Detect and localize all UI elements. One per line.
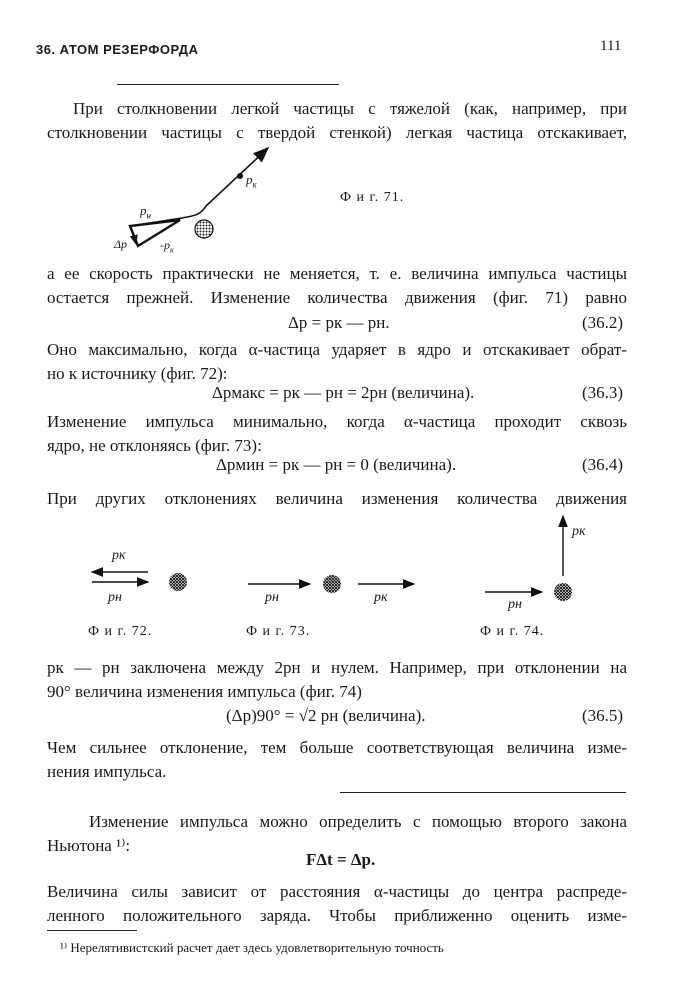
equation-36-2: Δp = pк — pн. bbox=[288, 313, 390, 332]
figures-72-74 bbox=[60, 510, 660, 630]
nucleus-icon bbox=[554, 583, 572, 601]
equation-number: (36.5) bbox=[582, 706, 624, 725]
text-line: столкновении частицы с твердой стенкой) легкая частица отскакивает, bbox=[47, 122, 627, 142]
particle-dot bbox=[237, 173, 243, 179]
figure-71-diagram bbox=[100, 140, 300, 260]
text-line: нения импульса. bbox=[47, 761, 167, 781]
paragraph-4 bbox=[47, 410, 627, 457]
text-line: остается прежней. Изменение количества движения (фиг. 71) равно bbox=[47, 287, 627, 307]
paragraph-2 bbox=[47, 262, 627, 309]
text-line: Величина силы зависит от расстояния α-частицы до центра распреде- bbox=[47, 882, 627, 901]
footnote: ¹⁾ Нерелятивистский расчет дает здесь удовлетворительную точность bbox=[60, 940, 444, 955]
text-line: Изменение импульса минимально, когда α-частица проходит сквозь bbox=[47, 412, 627, 431]
section-rule bbox=[340, 792, 626, 793]
equation-36-3: Δpмакс = pк — pн = 2pн (величина). bbox=[212, 383, 475, 402]
text-line: Чем сильнее отклонение, тем больше соответствующая величина изме- bbox=[47, 738, 627, 757]
nucleus-icon bbox=[169, 573, 187, 591]
equation-newton: FΔt = Δp. bbox=[306, 850, 376, 869]
equation-36-5: (Δp)90° = √2 pн (величина). bbox=[226, 706, 426, 725]
equation-number: (36.4) bbox=[582, 455, 624, 474]
equation-number: (36.2) bbox=[582, 313, 624, 332]
paragraph-1 bbox=[47, 97, 627, 144]
page-number: 111 bbox=[600, 38, 622, 54]
text-line: При столкновении легкой частицы с тяжелой (как, например, при bbox=[73, 99, 627, 118]
text-line: Ньютона ¹⁾: bbox=[47, 835, 131, 855]
label-pn-73: pн bbox=[265, 590, 279, 605]
figure-72-caption: Ф и г. 72. bbox=[88, 624, 153, 639]
figure-74-caption: Ф и г. 74. bbox=[480, 624, 545, 639]
equation-36-4: Δpмин = pк — pн = 0 (величина). bbox=[216, 455, 457, 474]
label-pn-74: pн bbox=[508, 597, 522, 612]
paragraph-9 bbox=[47, 880, 627, 927]
figure-73-caption: Ф и г. 73. bbox=[246, 624, 311, 639]
paragraph-7 bbox=[47, 736, 627, 783]
nucleus-icon bbox=[195, 220, 213, 238]
running-header: 36. АТОМ РЕЗЕРФОРДА bbox=[36, 42, 199, 57]
label-pn-72: pн bbox=[108, 590, 122, 605]
label-pn: $p_н$ bbox=[140, 203, 151, 221]
label-pk-73: pк bbox=[374, 590, 388, 605]
figure-71-caption: Ф и г. 71. bbox=[340, 190, 405, 205]
label-pk-72: pк bbox=[112, 548, 126, 563]
text-line: Изменение импульса можно определить с помощью второго закона bbox=[89, 812, 627, 831]
paragraph-3 bbox=[47, 338, 627, 385]
header-rule bbox=[117, 84, 339, 85]
label-pk: $p_к$ bbox=[246, 172, 257, 190]
text-line: ленного положительного заряда. Чтобы приближенно оценить изме- bbox=[47, 905, 627, 925]
label-pk-74: pк bbox=[572, 524, 586, 539]
text-line: ядро, не отклоняясь (фиг. 73): bbox=[47, 435, 262, 455]
footnote-rule bbox=[47, 930, 137, 931]
text-line: Оно максимально, когда α-частица ударяет в ядро и отскакивает обрат- bbox=[47, 340, 627, 359]
text-line: 90° величина изменения импульса (фиг. 74) bbox=[47, 681, 362, 701]
text-line: pк — pн заключена между 2pн и нулем. Например, при отклонении на bbox=[47, 658, 627, 677]
paragraph-5 bbox=[47, 487, 627, 511]
text-line: При других отклонениях величина изменения количества движения bbox=[47, 489, 627, 508]
equation-number: (36.3) bbox=[582, 383, 624, 402]
text-line: а ее скорость практически не меняется, т. е. величина импульса частицы bbox=[47, 264, 627, 283]
text-line: но к источнику (фиг. 72): bbox=[47, 363, 228, 383]
label-dp: Δp bbox=[114, 237, 128, 251]
nucleus-icon bbox=[323, 575, 341, 593]
paragraph-6 bbox=[47, 656, 627, 703]
label-minus-pk: $-p_к$ bbox=[160, 238, 174, 255]
